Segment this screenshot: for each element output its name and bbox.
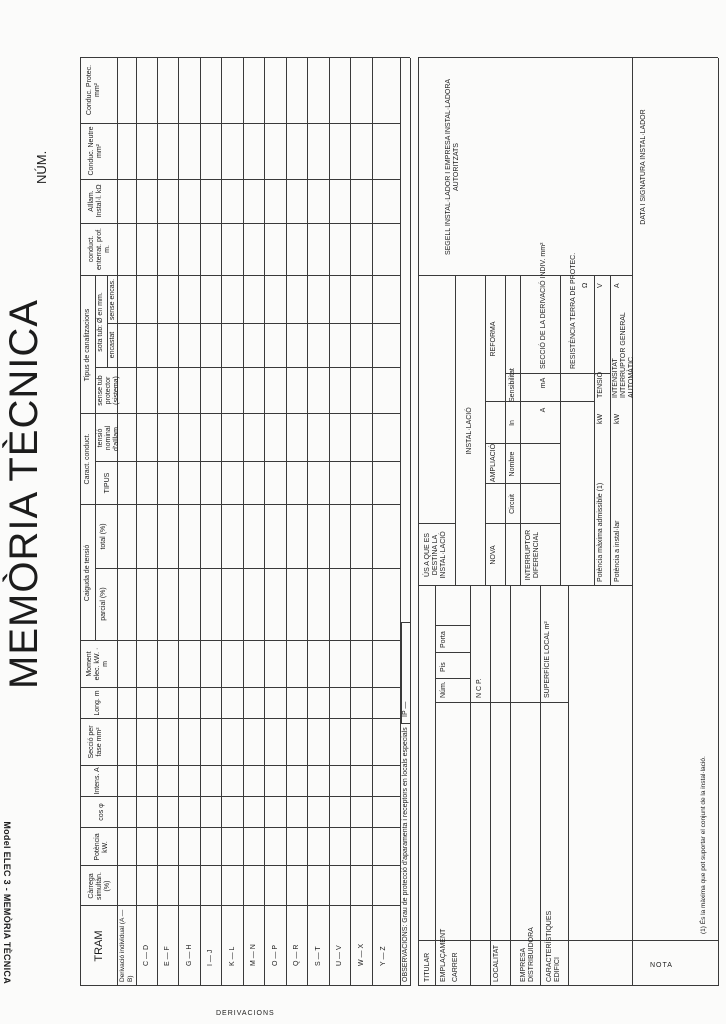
us-label: ÚS A QUE ES DESTINA LA INSTAL·LACIÓ (424, 531, 447, 579)
porta-col: Porta (440, 631, 447, 648)
kw-unit-1: kW (597, 413, 604, 424)
col-aillam: Aïllam. Instal·l. kΩ (88, 184, 103, 218)
empresa-label: EMPRESA DISTRIBUIDORA (520, 927, 535, 982)
reforma-option[interactable]: REFORMA (490, 321, 497, 357)
nova-option[interactable]: NOVA (490, 545, 497, 565)
derivacions-label: DERIVACIONS (216, 1010, 275, 1017)
row-label: I — J (207, 949, 214, 966)
potencia-instal-label: Potència a instal·lar (614, 520, 621, 582)
nota-box: NOTA (650, 962, 673, 969)
row-label: Y — Z (380, 946, 387, 966)
circuit-col: Circuit (509, 494, 516, 514)
col-parcial: parcial (%) (100, 587, 107, 621)
a-unit: A (540, 407, 547, 413)
row-label: W — X (358, 943, 365, 966)
titular-label: TITULAR (424, 952, 431, 982)
caract-edifici-label: CARACTERÍSTIQUES EDIFICI (546, 910, 561, 982)
col-tipus: TIPUS (104, 472, 111, 494)
col-long: Long. m (94, 690, 101, 716)
emplacament-label: EMPLAÇAMENT (440, 928, 447, 982)
num-col: Núm. (440, 681, 447, 698)
nombre-col: Nombre (509, 451, 516, 477)
num-label: NÚM. (34, 150, 49, 184)
ohm-unit: Ω (582, 282, 589, 288)
col-neutre: Conduc. Neutre mm² (88, 126, 103, 176)
nota-text: (1) És la màxima que pot suportar el conjunt de la instal·lació. (700, 756, 707, 934)
sensibilitat-col: Sensibilitat (509, 368, 516, 402)
row-label: Derivació individual (A — B) (119, 909, 134, 982)
row-label: U — V (336, 945, 343, 966)
col-tram: TRAM (93, 930, 105, 962)
row-label: M — N (250, 944, 257, 966)
ampliacio-option[interactable]: AMPLIACIÓ (490, 443, 497, 483)
col-enterrat: conduct. enterrat. prof. m. (88, 227, 111, 271)
interruptor-dif-label: INTERRUPTOR DIFERENCIAL (525, 529, 540, 581)
col-cosphi: cos φ (98, 803, 105, 821)
col-tensio-nominal: tensió nominal d'aïllam. (97, 425, 120, 451)
seccio-deriv-label: SECCIÓ DE LA DERIVACIÓ INDIV. mm² (540, 242, 547, 369)
ip-field[interactable]: IP — (401, 622, 411, 724)
a-unit-2: A (614, 283, 621, 288)
col-sota-tub: sota tub: Ø en mm. (97, 292, 104, 352)
col-moment: Moment elec. kW. · m (86, 647, 109, 681)
page-title: MEMÒRIA TÈCNICA (2, 299, 46, 689)
superficie-label: SUPERFÍCIE LOCAL m² (544, 621, 551, 698)
installacio-label: INSTAL·LACIÓ (466, 407, 473, 455)
col-encastat: encastat (109, 331, 116, 359)
col-caiguda: Caiguda de tensió (84, 544, 91, 602)
row-label: K — L (229, 946, 236, 966)
col-potencia: Potència kW. (94, 833, 109, 861)
row-label: E — F (164, 946, 171, 966)
carrer-label: CARRER (452, 952, 459, 982)
row-label: O — P (272, 944, 279, 966)
row-label: S — T (315, 946, 322, 966)
col-sense-encas: sense encas. (109, 278, 116, 321)
tensio-label: TENSIÓ (597, 371, 604, 398)
resistencia-label: RESISTÈNCIA TERRA DE PROTEC. (570, 252, 577, 369)
row-label: C — D (143, 945, 150, 966)
pis-col: Pis (440, 662, 447, 672)
model-code: Model ELEC 3 - MEMÒRIA TÈCNICA (2, 821, 12, 984)
ma-unit: mA (540, 377, 547, 389)
v-unit: V (597, 283, 604, 288)
col-seccio: Secció per fase mm² (88, 725, 103, 759)
row-label: G — H (186, 944, 193, 966)
data-signatura-label: DATA I SIGNATURA INSTAL·LADOR (640, 109, 647, 225)
ncp-label: N C P. (476, 678, 483, 698)
col-total: total (%) (100, 523, 107, 550)
potencia-max-label: Potència màxima admissible (1) (597, 482, 604, 582)
intensitat-label: INTENSITAT INTERRUPTOR GENERAL AUTOMÀTIC (612, 312, 635, 398)
col-intens: Intens. A (94, 767, 101, 795)
kw-unit-2: kW (614, 413, 621, 424)
col-protec: Conduc. Protec. mm² (86, 64, 101, 116)
col-canal: Tipus de canalitzacions (84, 308, 91, 382)
localitat-label: LOCALITAT (493, 944, 500, 982)
row-label: Q — R (293, 944, 300, 966)
segell-label: SEGELL INSTAL·LADOR I EMPRESA INSTAL·LADORA AUTORITZATS (445, 78, 460, 256)
col-caract: Caract. conduct. (84, 433, 91, 485)
observacions-label: OBSERVACIONS: Grau de protecció d'aparamenta i receptors en locals especials (402, 727, 409, 982)
col-sense-tub: sense tub protector (sistema) (97, 375, 120, 406)
col-carrega: Càrrega simultàn. (%) (88, 872, 111, 901)
in-col: In (509, 420, 516, 426)
